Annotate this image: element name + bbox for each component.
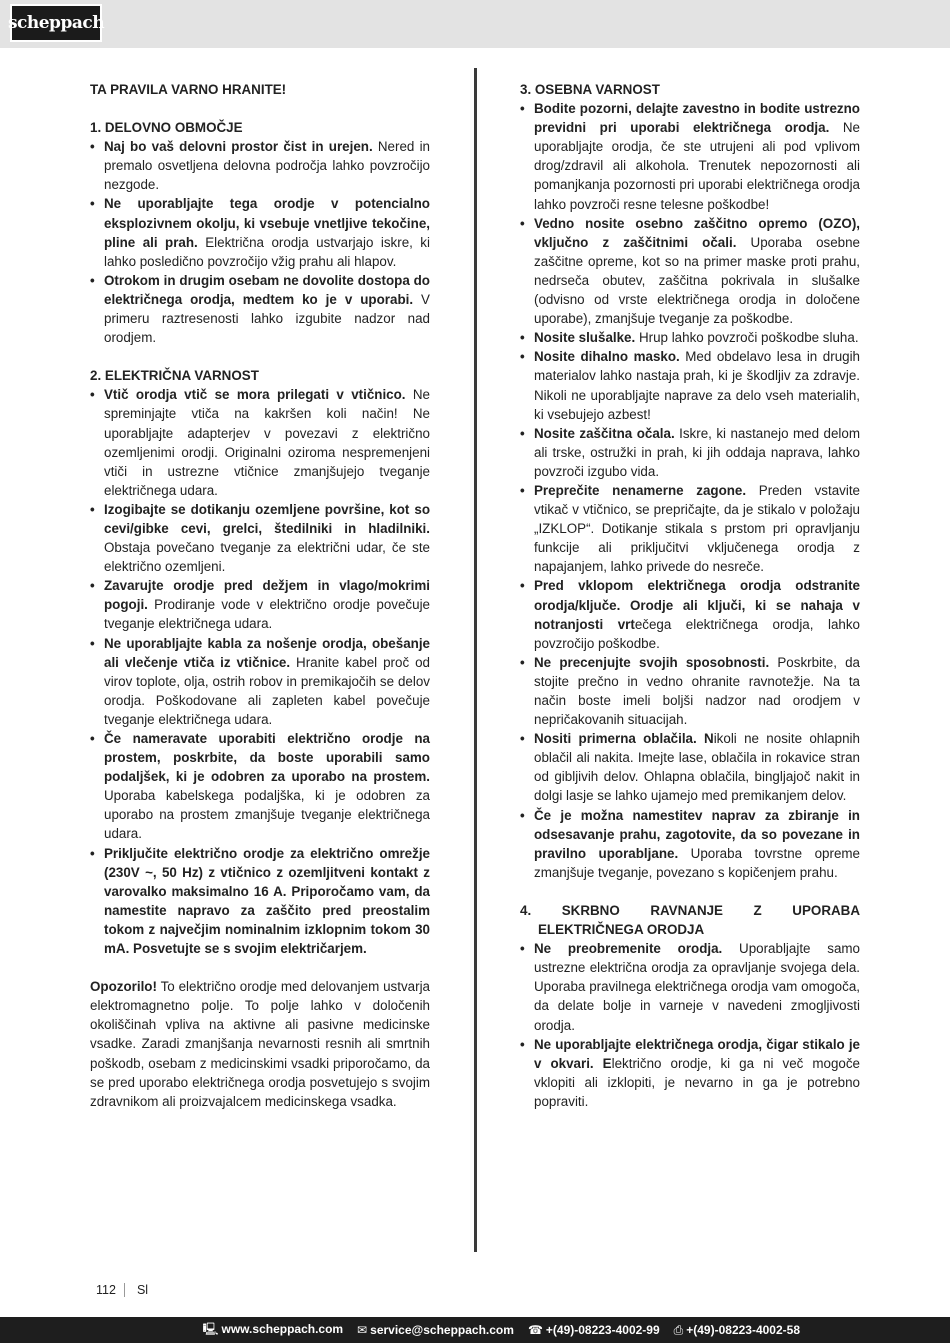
warning-paragraph: Opozorilo! To električno orodje med delovanjem ustvarja elektromagnetno polje. To polje lahko v določenih okoliščinah vpliva na aktivne ali pasivne medicinske vsadke. Zaradi zmanjšanja nevarnosti resnih ali smrtnih poškodb, osebam z medicinskimi vsadki priporočamo, da se pred uporabo električnega orodja posvetujejo s svojim zdravnikom ali proizvajalcem medicinskega vsadka. <box>90 979 430 1109</box>
page-title: TA PRAVILA VARNO HRANITE! <box>90 82 287 97</box>
list-item: • Preprečite nenamerne zagone. Preden vstavite vtikač v vtičnico, se prepričajte, da je stikalo v položaju „IZKLOP“. Dotikanje stikala s prstom pri opravljanju funkcije ali priključitvi vključenega orodja z napajanjem, lahko privede do nesreče. <box>520 481 860 576</box>
list-item: • Ne uporabljajte tega orodje v potencialno eksplozivnem okolju, ki vsebuje vnetljive tekočine, pline ali prah. Električna orodja ustvarjajo iskre, ki lahko posledično povzročijo vžig prahu ali hlapov. <box>90 194 430 270</box>
list-item: • Vtič orodja vtič se mora prilegati v vtičnico. Ne spreminjajte vtiča na kakršen koli način! Ne uporabljajte adapterjev v povezavi z električno ozemljenimi orodji. Originalni oziroma nespremenjeni vtiči in ustrezne vtičnice zmanjšujejo tveganje električnega udara. <box>90 385 430 500</box>
section-heading-tool-care: 4. SKRBNO RAVNANJE Z UPORABA ELEKTRIČNEGA ORODJA <box>520 902 860 938</box>
contact-bar <box>0 1317 950 1343</box>
electrical-safety-list <box>90 385 430 958</box>
phone-number: ☎ +(49)-08223-4002-99 <box>527 1323 660 1337</box>
section-heading-personal-safety: 3. OSEBNA VARNOST <box>520 82 660 97</box>
right-column <box>520 80 860 1111</box>
fax-number: ⎙ +(49)-08223-4002-58 <box>673 1322 800 1337</box>
website-link[interactable]: 🖳 www.scheppach.com <box>202 1321 344 1336</box>
list-item: • Če nameravate uporabiti električno orodje na prostem, poskrbite, da boste uporabili samo podaljšek, ki je odobren za uporabo na prostem. Uporaba kabelskega podaljška, ki je odobren za uporabo na prostem zmanjšuje tveganje električnega udara. <box>90 729 430 844</box>
personal-safety-list <box>520 99 860 882</box>
language-code: Sl <box>136 1283 149 1297</box>
tool-care-list <box>520 939 860 1111</box>
email-link[interactable]: ✉ service@scheppach.com <box>357 1323 514 1337</box>
column-divider <box>474 68 477 1252</box>
list-item: • Vedno nosite osebno zaščitno opremo (OZO), vključno z zaščitnimi očali. Uporaba osebne zaščitne opreme, kot so na primer maske proti prahu, nedrseča obutev, zaščitna pokrivala in slušalke (odvisno od vrste električnega orodja in določene uporabe), zmanjšuje tveganje za poškodbe. <box>520 214 860 329</box>
list-item: • Izogibajte se dotikanju ozemljene površine, kot so cevi/gibke cevi, grelci, štedilniki in hladilniki. Obstaja povečano tveganje za električni udar, če ste električno ozemljeni. <box>90 500 430 576</box>
header-bar <box>0 0 950 48</box>
page-footer <box>96 1283 148 1297</box>
mail-icon: ✉ <box>357 1323 368 1337</box>
list-item: • Otrokom in drugim osebam ne dovolite dostopa do električnega orodja, medtem ko je v uporabi. V primeru raztresenosti lahko izgubite nadzor nad orodjem. <box>90 271 430 347</box>
list-item: • Ne precenjujte svojih sposobnosti. Poskrbite, da stojite prečno in vedno ohranite ravnotežje. Na ta način boste imeli boljši nadzor nad orodjem v nepričakovanih situacijah. <box>520 653 860 729</box>
list-item: • Pred vklopom električnega orodja odstranite orodja/ključe. Orodje ali ključi, ki se nahaja v notranjosti vrtečega električnega orodja, lahko povzročijo poškodbe. <box>520 576 860 652</box>
list-item: • Nosite slušalke. Hrup lahko povzroči poškodbe sluha. <box>520 328 860 347</box>
computer-icon: 🖳 <box>202 1321 219 1336</box>
list-item: • Nosite dihalno masko. Med obdelavo lesa in drugih materialov lahko nastaja prah, ki je škodljiv za zdravje. Nikoli ne uporabljajte naprave za delo vseh materialih, ki vsebujejo azbest! <box>520 347 860 423</box>
list-item: • Nositi primerna oblačila. Nikoli ne nosite ohlapnih oblačil ali nakita. Imejte lase, oblačila in rokavice stran od gibljivih delov. Ohlapna oblačila, bingljajoč nakit in dolgi lasje se lahko ujamejo med premikanjem delov. <box>520 729 860 805</box>
section-heading-electrical-safety: 2. ELEKTRIČNA VARNOST <box>90 368 259 384</box>
scheppach-logo: scheppach <box>10 4 102 42</box>
list-item: • Naj bo vaš delovni prostor čist in urejen. Nered in premalo osvetljena delovna področja lahko povzročijo nezgode. <box>90 137 430 194</box>
list-item: • Nosite zaščitna očala. Iskre, ki nastanejo med delom ali trske, ostružki in prah, ki jih oddaja naprava, lahko povzroči izgubo vida. <box>520 424 860 481</box>
list-item: • Priključite električno orodje za električno omrežje (230V ~, 50 Hz) z vtičnico z ozemljitveni kontakt z varovalko maksimalno 16 A. Priporočamo vam, da namestite napravo za zaščito pred preostalim tokom z največjim nominalnim izklopnim tokom 30 mA. Posvetujte se s svojim električarjem. <box>90 844 430 959</box>
left-column <box>90 80 430 1111</box>
page-number: 112 <box>96 1283 125 1297</box>
work-area-list <box>90 137 430 347</box>
fax-icon: ⎙ <box>673 1322 684 1337</box>
list-item: • Ne uporabljajte kabla za nošenje orodja, obešanje ali vlečenje vtiča iz vtičnice. Hranite kabel proč od virov toplote, olja, ostrih robov in premikajočih se delov orodja. Poškodovane ali zapleten kabel povečuje tveganje električnega udara. <box>90 634 430 729</box>
list-item: • Ne uporabljajte električnega orodja, čigar stikalo je v okvari. Električno orodje, ki ga ni več mogoče vklopiti ali izklopiti, je nevarno in ga je potrebno popraviti. <box>520 1035 860 1111</box>
section-heading-work-area: 1. DELOVNO OBMOČJE <box>90 120 243 136</box>
list-item: • Ne preobremenite orodja. Uporabljajte samo ustrezne električna orodja za opravljanje svojega dela. Uporaba pravilnega električnega orodja vam omogoča, da delate bolje in varneje v navedeni zmogljivosti orodja. <box>520 939 860 1034</box>
list-item: • Bodite pozorni, delajte zavestno in bodite ustrezno previdni pri uporabi električnega orodja. Ne uporabljajte orodja, če ste utrujeni ali pod vplivom drog/zdravil ali alkohola. Trenutek nepozornosti ali pomanjkanja pozornosti pri uporabi električnega orodja lahko povzroči resne telesne poškodbe! <box>520 99 860 214</box>
phone-icon: ☎ <box>527 1323 543 1337</box>
list-item: • Če je možna namestitev naprav za zbiranje in odsesavanje prahu, zagotovite, da so povezane in pravilno uporabljane. Uporaba tovrstne opreme zmanjšuje tveganje, povezano s kopičenjem prahu. <box>520 806 860 882</box>
list-item: • Zavarujte orodje pred dežjem in vlago/mokrimi pogoji. Prodiranje vode v električno orodje povečuje tveganje električnega udara. <box>90 576 430 633</box>
